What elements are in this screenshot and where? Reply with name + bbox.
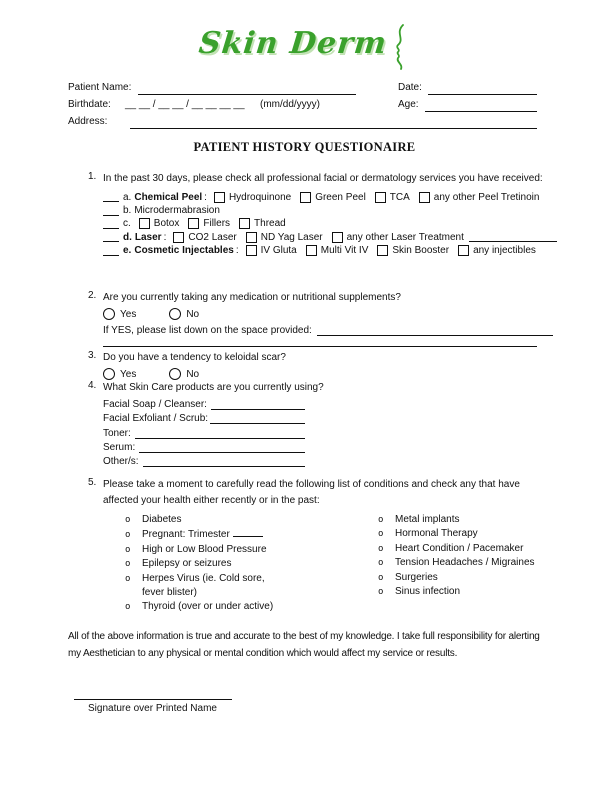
condition-heart-label: Heart Condition / Pacemaker	[395, 542, 524, 554]
condition-pregnant[interactable]	[125, 527, 378, 542]
signature-field[interactable]	[74, 699, 232, 700]
patient-name-field[interactable]	[138, 94, 356, 95]
condition-herpes-label-line2: fever blister)	[142, 587, 198, 599]
conditions-right-column	[378, 513, 566, 615]
condition-epilepsy[interactable]	[125, 557, 378, 571]
bullet-icon: o	[378, 515, 384, 525]
fillers-label: Fillers	[203, 218, 231, 230]
others-label: Other/s:	[103, 456, 139, 468]
q1-text: In the past 30 days, please check all professional facial or dermatology services you have received:	[103, 173, 543, 184]
condition-surgeries-label: Surgeries	[395, 571, 438, 583]
q1-item-a-colon: :	[204, 191, 207, 203]
facial-soap-field[interactable]	[211, 398, 305, 410]
condition-sinus-label: Sinus infection	[395, 586, 461, 598]
q1-item-c	[103, 217, 566, 230]
fillers-checkbox[interactable]	[188, 218, 199, 229]
facial-exfoliant-label: Facial Exfoliant / Scrub:	[103, 413, 209, 425]
condition-heart[interactable]	[378, 542, 566, 556]
condition-herpes-label: Herpes Virus (ie. Cold sore,	[142, 572, 265, 584]
condition-blood-pressure[interactable]	[125, 543, 378, 557]
other-peel-label: any other Peel Tretinoin	[433, 191, 540, 203]
age-field[interactable]	[425, 111, 537, 112]
other-laser-checkbox[interactable]	[332, 232, 343, 243]
clinic-logo-text: Skin Derm	[196, 26, 389, 61]
green-peel-label: Green Peel	[315, 191, 366, 203]
bullet-icon: o	[125, 544, 131, 555]
q1-item-b-letter: b.	[123, 205, 132, 217]
question-4	[88, 380, 566, 467]
condition-surgeries[interactable]	[378, 571, 566, 585]
condition-hormonal-therapy-label: Hormonal Therapy	[395, 528, 478, 540]
condition-diabetes-label: Diabetes	[142, 514, 182, 525]
condition-blood-pressure-label: High or Low Blood Pressure	[142, 543, 267, 555]
q5-text: Please take a moment to carefully read the following list of conditions and check any that have affected your health either recently or in the past:	[103, 479, 520, 506]
facial-soap-label: Facial Soap / Cleanser:	[103, 398, 207, 410]
q2-text: Are you currently taking any medication or nutritional supplements?	[103, 292, 401, 303]
condition-sinus[interactable]	[378, 585, 566, 599]
q1-item-a-letter: a.	[123, 191, 132, 203]
q4-text: What Skin Care products are you currently using?	[103, 382, 324, 393]
birthdate-format-hint: (mm/dd/yyyy)	[260, 99, 320, 110]
condition-hormonal-therapy[interactable]	[378, 527, 566, 541]
q1-item-e-colon: :	[235, 245, 239, 257]
toner-field[interactable]	[135, 427, 305, 439]
q1-item-a	[103, 191, 566, 204]
q2-number: 2.	[88, 290, 97, 301]
condition-thyroid-label: Thyroid (over or under active)	[142, 601, 274, 613]
tca-checkbox[interactable]	[375, 192, 386, 203]
iv-gluta-checkbox[interactable]	[246, 245, 257, 256]
conditions-list	[125, 513, 566, 615]
bullet-icon: o	[378, 587, 384, 598]
bullet-icon: o	[125, 602, 131, 613]
date-field[interactable]	[428, 94, 537, 95]
condition-pregnant-label: Pregnant: Trimester	[142, 529, 230, 541]
q3-number: 3.	[88, 350, 97, 361]
q1-item-e-blank[interactable]	[103, 246, 119, 256]
q2-no-label: No	[186, 308, 200, 320]
q1-item-d-blank[interactable]	[103, 232, 119, 242]
co2-laser-label: CO2 Laser	[188, 231, 237, 243]
question-2	[88, 290, 566, 347]
q1-item-d-colon: :	[163, 231, 167, 243]
q1-item-b	[103, 204, 566, 217]
condition-headaches-label: Tension Headaches / Migraines	[395, 557, 535, 569]
q2-if-yes-label: If YES, please list down on the space provided:	[103, 324, 312, 336]
facial-exfoliant-field[interactable]	[210, 412, 305, 424]
address-field[interactable]	[130, 128, 537, 129]
skin-booster-label: Skin Booster	[392, 245, 450, 257]
toner-label: Toner:	[103, 427, 131, 439]
q1-item-d-letter: d.	[123, 231, 132, 243]
condition-metal-implants-label: Metal implants	[395, 514, 460, 525]
q1-item-a-category: Chemical Peel	[134, 191, 203, 203]
condition-headaches[interactable]	[378, 556, 566, 570]
q3-no-label: No	[186, 368, 200, 380]
trimester-field[interactable]	[233, 527, 263, 537]
q3-no-radio[interactable]	[169, 368, 181, 380]
patient-info-section	[68, 82, 538, 137]
q3-yes-radio[interactable]	[103, 368, 115, 380]
iv-gluta-label: IV Gluta	[260, 245, 297, 257]
bullet-icon: o	[125, 573, 131, 584]
condition-thyroid[interactable]	[125, 600, 378, 614]
hydroquinone-label: Hydroquinone	[228, 191, 292, 203]
thread-checkbox[interactable]	[239, 218, 250, 229]
clinic-logo	[0, 22, 609, 70]
q3-yes-label: Yes	[120, 368, 137, 380]
botox-label: Botox	[153, 218, 180, 230]
bullet-icon: o	[378, 529, 384, 540]
hydroquinone-checkbox[interactable]	[214, 192, 225, 203]
bullet-icon: o	[125, 559, 131, 570]
serum-field[interactable]	[139, 441, 305, 453]
q2-medications-field[interactable]	[317, 324, 553, 336]
q1-item-e	[103, 244, 566, 257]
q1-item-d	[103, 231, 566, 244]
q1-item-c-letter: c.	[123, 218, 131, 230]
other-laser-label: any other Laser Treatment	[346, 231, 464, 243]
q1-item-d-category: Laser	[134, 231, 162, 243]
acknowledgement-statement: All of the above information is true and accurate to the best of my knowledge. I take full responsibility for alerting my Aesthetician to any physical or mental condition which would affect my service or results.	[68, 631, 540, 659]
botox-checkbox[interactable]	[139, 218, 150, 229]
bullet-icon: o	[378, 543, 384, 554]
question-3	[88, 350, 566, 382]
age-label: Age:	[398, 99, 419, 110]
thread-label: Thread	[254, 218, 286, 230]
bullet-icon: o	[125, 530, 131, 541]
address-label: Address:	[68, 116, 108, 127]
q1-item-e-category: Cosmetic Injectables	[134, 245, 234, 257]
q2-answer-row	[103, 307, 566, 322]
q2-medications-field-line2[interactable]	[103, 346, 537, 347]
other-peel-checkbox[interactable]	[419, 192, 430, 203]
any-injectibles-checkbox[interactable]	[458, 245, 469, 256]
others-field[interactable]	[143, 455, 305, 467]
condition-herpes[interactable]	[125, 572, 378, 586]
q1-item-e-letter: e.	[123, 245, 132, 257]
condition-metal-implants[interactable]	[378, 513, 566, 527]
q1-item-a-blank[interactable]	[103, 192, 119, 202]
any-injectibles-label: any injectibles	[473, 245, 536, 257]
multi-vit-iv-label: Multi Vit IV	[320, 245, 369, 257]
patient-name-label: Patient Name:	[68, 82, 132, 93]
q2-yes-label: Yes	[120, 308, 137, 320]
q4-number: 4.	[88, 380, 97, 391]
q2-yes-radio[interactable]	[103, 308, 115, 320]
microdermabrasion-label: Microdermabrasion	[134, 205, 220, 217]
q2-no-radio[interactable]	[169, 308, 181, 320]
bullet-icon: o	[378, 572, 384, 583]
face-profile-icon	[388, 24, 410, 70]
form-title: PATIENT HISTORY QUESTIONAIRE	[193, 140, 416, 154]
question-1	[88, 171, 566, 257]
condition-diabetes[interactable]	[125, 513, 378, 527]
nd-yag-laser-label: ND Yag Laser	[260, 231, 323, 243]
serum-label: Serum:	[103, 442, 136, 454]
nd-yag-laser-checkbox[interactable]	[246, 232, 257, 243]
date-label: Date:	[398, 82, 422, 93]
q5-number: 5.	[88, 477, 97, 488]
q3-text: Do you have a tendency to keloidal scar?	[103, 352, 286, 363]
tca-label: TCA	[389, 191, 410, 203]
q1-number: 1.	[88, 171, 97, 182]
bullet-icon: o	[378, 558, 384, 569]
birthdate-field[interactable]: __ __ / __ __ / __ __ __ __	[125, 99, 245, 110]
condition-epilepsy-label: Epilepsy or seizures	[142, 558, 232, 570]
skin-booster-checkbox[interactable]	[377, 245, 388, 256]
signature-label: Signature over Printed Name	[88, 703, 217, 714]
co2-laser-checkbox[interactable]	[173, 232, 184, 243]
q1-item-c-blank[interactable]	[103, 219, 119, 229]
other-laser-field[interactable]	[469, 232, 557, 242]
green-peel-checkbox[interactable]	[300, 192, 311, 203]
question-5	[88, 477, 566, 615]
conditions-left-column	[125, 513, 378, 615]
multi-vit-iv-checkbox[interactable]	[306, 245, 317, 256]
q1-item-b-blank[interactable]	[103, 206, 119, 216]
birthdate-label: Birthdate:	[68, 99, 111, 110]
bullet-icon: o	[125, 515, 131, 525]
